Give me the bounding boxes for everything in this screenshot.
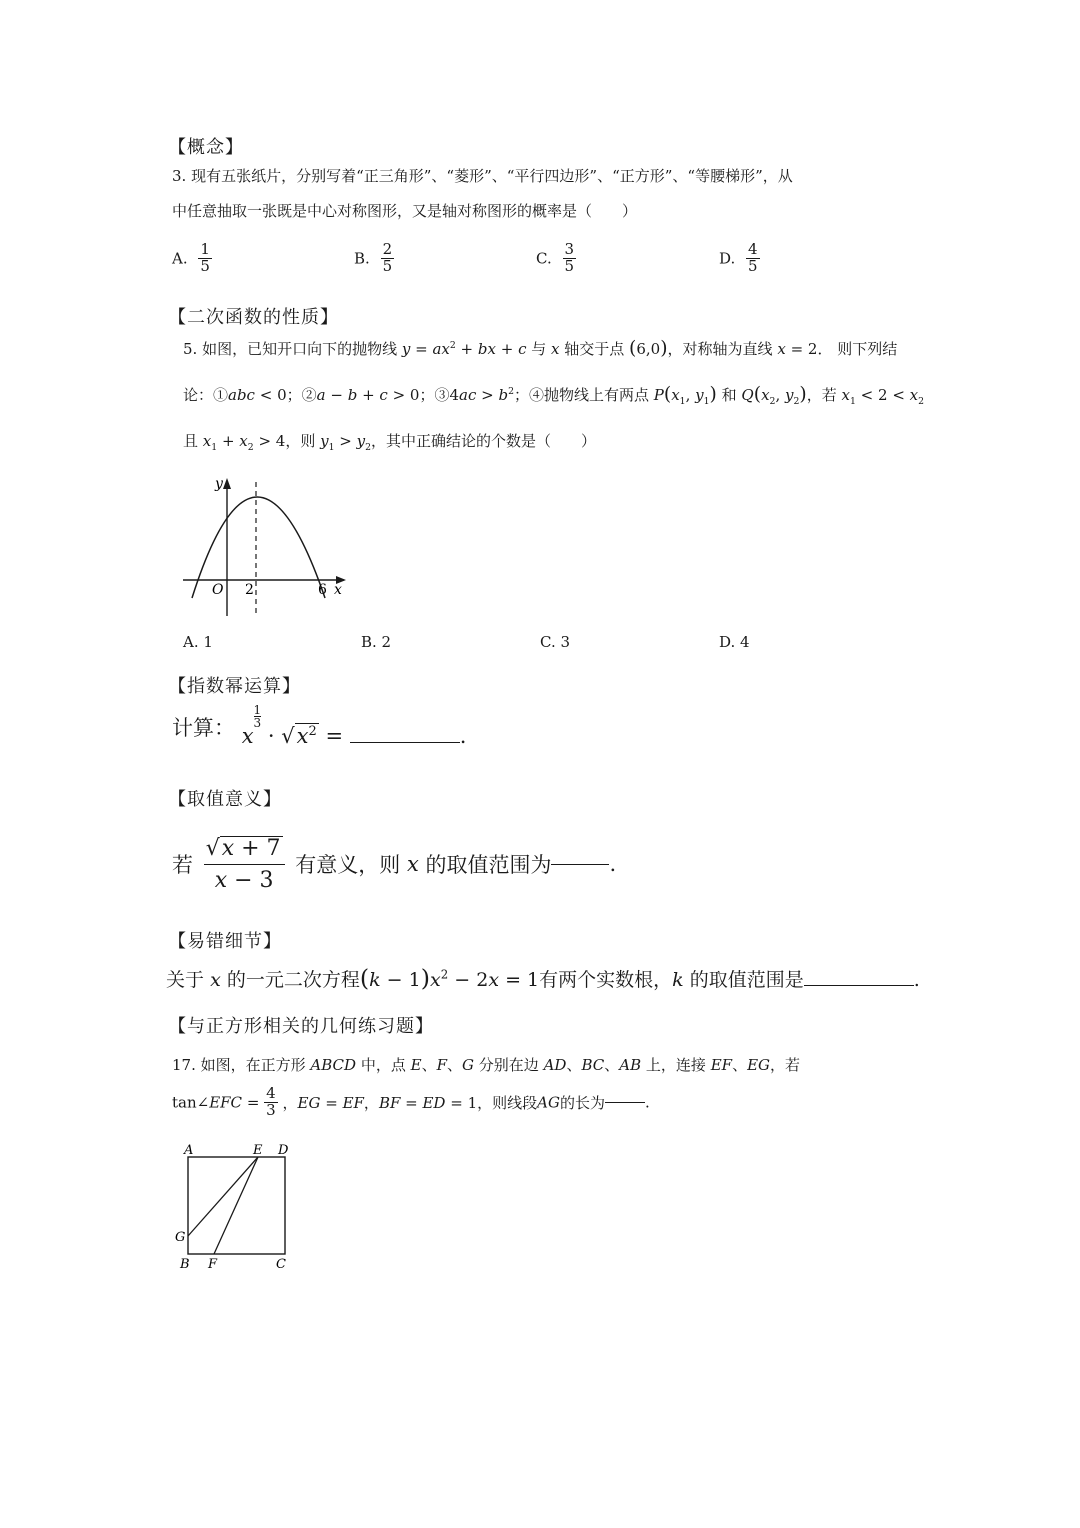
domain-fraction: $\frac{√x + 7}{x - 3}$ <box>204 836 285 892</box>
exponent-problem: 计算： x $\frac{1}{3}$ · $√x^2$ = . <box>172 703 467 748</box>
option-fraction <box>746 242 760 275</box>
domain-problem: 若 $\frac{√x + 7}{x - 3}$ 有意义，则 x 的取值范围为 . <box>172 836 617 894</box>
point-label-c: C <box>276 1257 286 1272</box>
q17-mid-3: 上，连接 <box>645 1056 706 1074</box>
fraction-numerator: 2 <box>382 240 393 258</box>
exponent-prefix: 计算： <box>172 716 235 740</box>
section-heading-square: 【与正方形相关的几何练习题】 <box>168 1016 434 1037</box>
section-heading-pitfall: 【易错细节】 <box>168 931 282 952</box>
fraction-numerator: 1 <box>200 240 210 258</box>
fraction-numerator: 3 <box>564 240 575 258</box>
pitfall-prefix: 关于 <box>166 969 205 991</box>
option-b <box>354 242 394 275</box>
section-heading-quadratic: 【二次函数的性质】 <box>168 307 339 328</box>
option-fraction <box>563 242 577 275</box>
option-fraction <box>198 242 212 275</box>
question-5-line-2: 论：①abc < 0；②a − b + c > 0；③4ac > $b^2$；④抛物线上有两点 $P(x_1$, $y_1$) 和 $Q(x_2$, $y_2$)，若 $x_1 < 2 < x_2$ <box>183 384 925 407</box>
segment-ef <box>214 1157 258 1254</box>
question-5-line-3: 且 $x_1 + x_2 > 4$，则 $y_1 > y_2$，其中正确结论的个数是（ ） <box>183 432 597 453</box>
point-label-f: F <box>208 1257 218 1272</box>
pitfall-mid: 的一元二次方程 <box>226 969 360 991</box>
question-3-line-2: 中任意抽取一张既是中心对称图形，又是轴对称图形的概率是（ ） <box>172 202 638 220</box>
question-5-option-c: C. 3 <box>540 633 571 651</box>
fraction-denominator: 5 <box>200 256 210 275</box>
domain-prefix: 若 <box>172 853 193 878</box>
question-5-option-b: B. 2 <box>361 633 392 651</box>
section-heading-concept: 【概念】 <box>168 137 244 158</box>
q17-start: 17. 如图，在正方形 <box>172 1056 306 1074</box>
option-label: D. <box>719 249 736 268</box>
tick-label-6: 6 <box>318 582 327 598</box>
y-axis-arrow <box>223 478 231 489</box>
square-figure <box>170 1140 300 1275</box>
q17-end-3: 的长为 <box>559 1093 605 1112</box>
segment-eg <box>188 1157 258 1236</box>
domain-suffix-2: 的取值范围为 <box>425 853 552 878</box>
option-label: A. <box>172 249 188 268</box>
section-heading-domain: 【取值意义】 <box>168 789 282 810</box>
question-5-option-a: A. 1 <box>183 633 213 651</box>
point-label-g: G <box>175 1230 186 1245</box>
question-17-line-1: 17. 如图，在正方形 ABCD 中，点 E、F、G 分别在边 AD、BC、AB 上，连接 EF、EG，若 <box>172 1056 801 1074</box>
question-17-line-2: tan∠EFC = $\frac{4}{3}$ ，EG = EF，BF = ED = 1，则线段AG的长为 . <box>172 1084 650 1119</box>
pitfall-mid-3: 的取值范围是 <box>689 969 804 991</box>
pitfall-mid-2: 有两个实数根， <box>539 969 673 991</box>
option-d <box>719 242 760 275</box>
option-c <box>536 242 576 275</box>
point-label-e: E <box>253 1143 263 1158</box>
origin-label: O <box>212 582 224 598</box>
point-label-b: B <box>180 1257 190 1272</box>
option-label: C. <box>536 249 552 268</box>
option-label: B. <box>354 249 370 268</box>
x-axis-label: x <box>334 582 342 598</box>
pitfall-problem: 关于 x 的一元二次方程$(k - 1)x^2 - 2x = 1$有两个实数根，k 的取值范围是 . <box>166 964 920 992</box>
fraction-numerator: 4 <box>748 240 758 258</box>
point-label-d: D <box>278 1143 289 1158</box>
point-label-a: A <box>184 1143 194 1158</box>
question-5-option-d: D. 4 <box>719 633 750 651</box>
section-heading-exponent: 【指数幂运算】 <box>168 676 301 697</box>
domain-suffix: 有意义，则 <box>295 853 401 878</box>
fraction-denominator: 5 <box>564 256 575 275</box>
tick-label-2: 2 <box>245 582 254 598</box>
q17-end-2: ，则线段 <box>477 1093 538 1112</box>
q17-end: ，若 <box>770 1056 801 1074</box>
q17-mid: 中，点 <box>360 1056 406 1074</box>
option-a <box>172 242 212 275</box>
q17-mid-2: 分别在边 <box>478 1056 539 1074</box>
tan-fraction: $\frac{4}{3}$ <box>266 1084 276 1119</box>
option-fraction <box>381 242 395 275</box>
question-5-line-1: 5. 如图，已知开口向下的抛物线 $y = ax^2$ + bx + c 与 x 轴交于点 (6,0)，对称轴为直线 x = 2． 则下列结 <box>183 338 898 359</box>
y-axis-label: y <box>215 476 223 492</box>
fraction-denominator: 5 <box>748 256 758 275</box>
parabola-graph <box>178 472 350 620</box>
fraction-denominator: 5 <box>382 256 393 275</box>
question-3-line-1: 3. 现有五张纸片，分别写着“正三角形”、“菱形”、“平行四边形”、“正方形”、“等腰梯形”，从 <box>172 167 793 185</box>
